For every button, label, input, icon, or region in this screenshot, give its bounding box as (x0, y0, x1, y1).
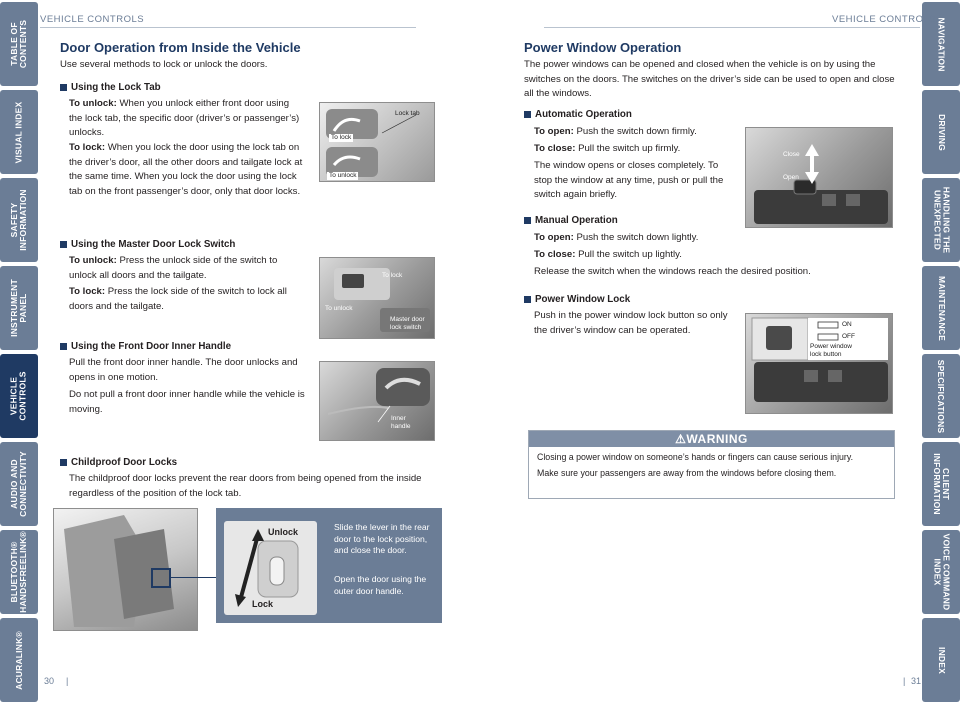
bullet-square-icon (60, 241, 67, 248)
master-switch-label: Master door lock switch (390, 316, 425, 331)
to-lock-label: To lock (382, 272, 403, 279)
running-head-left: VEHICLE CONTROLS (40, 14, 145, 25)
lock-tab-label: Lock tab (395, 110, 420, 117)
inner-handle-illustration (319, 361, 435, 441)
bullet-square-icon (524, 296, 531, 303)
section-heading-childproof: Childproof Door Locks (60, 457, 177, 468)
left-chapter-tabs (0, 0, 38, 703)
manual-close-text: To close: Pull the switch up lightly. (534, 249, 682, 260)
bullet-square-icon (524, 217, 531, 224)
on-label: ON (842, 321, 852, 328)
tab-bluetooth-handsfreelink[interactable]: BLUETOOTH® HANDSFREELINK® (0, 530, 38, 614)
lock-tab-unlock-text: To unlock: When you unlock either front door using the lock tab, the specific door (driver’s or passenger’s) unlocks. (69, 98, 300, 138)
off-label: OFF (842, 333, 855, 340)
window-lock-drawing (746, 314, 893, 414)
tab-acuralink[interactable]: ACURALINK® (0, 618, 38, 702)
warning-triangle-icon: ⚠ (675, 432, 687, 446)
inner-handle-drawing (320, 362, 435, 441)
auto-window-switch-illustration (745, 127, 893, 228)
page-number-separator-right: | (903, 676, 906, 686)
warning-text-2: Make sure your passengers are away from the windows before closing them. (537, 468, 837, 478)
tab-specifications[interactable]: SPECIFICATIONS (922, 354, 960, 438)
manual-open-text: To open: Push the switch down lightly. (534, 232, 699, 243)
right-chapter-tabs (922, 0, 960, 703)
lock-tab-lock-text: To lock: When you lock the door using the lock tab on the driver’s door, all the other doors and tailgate lock at the same time. When you lock the door using the lock tab on the front passenger’s door, only that door locks. (69, 142, 303, 197)
lock-tab-illustration (319, 102, 435, 182)
to-unlock-label: To unlock (329, 172, 357, 179)
page-number-separator-left: | (66, 676, 69, 686)
tab-maintenance[interactable]: MAINTENANCE (922, 266, 960, 350)
window-lock-illustration (745, 313, 893, 414)
tab-client-information[interactable]: CLIENT INFORMATION (922, 442, 960, 526)
bullet-square-icon (60, 343, 67, 350)
tab-instrument-panel[interactable]: INSTRUMENT PANEL (0, 266, 38, 350)
page-number-left: 30 (44, 676, 55, 686)
to-unlock-label: To unlock (325, 305, 353, 312)
bullet-square-icon (60, 459, 67, 466)
tab-visual-index[interactable]: VISUAL INDEX (0, 90, 38, 174)
tab-handling-unexpected[interactable]: HANDLING THE UNEXPECTED (922, 178, 960, 262)
running-head-right: VEHICLE CONTROLS (832, 14, 937, 25)
master-unlock-text: To unlock: Press the unlock side of the switch to unlock all doors and the tailgate. (69, 255, 278, 281)
open-label: Open (783, 174, 799, 181)
inner-handle-text-2: Do not pull a front door inner handle while the vehicle is moving. (69, 389, 305, 415)
to-lock-label: To lock (331, 134, 352, 141)
section-heading-window-lock: Power Window Lock (524, 294, 630, 305)
rear-door-drawing (54, 509, 198, 631)
warning-box (528, 430, 895, 499)
tab-index[interactable]: INDEX (922, 618, 960, 702)
manual-description: Release the switch when the windows reach the desired position. (534, 266, 811, 277)
inner-handle-label: Inner handle (391, 415, 411, 430)
auto-description: The window opens or closes completely. To stop the window at any time, push or pull the switch again briefly. (534, 160, 724, 200)
callout-connector-line (170, 577, 216, 578)
tab-navigation[interactable]: NAVIGATION (922, 2, 960, 86)
intro-text: Use several methods to lock or unlock the doors. (60, 59, 268, 70)
auto-close-text: To close: Pull the switch up firmly. (534, 143, 681, 154)
master-switch-illustration (319, 257, 435, 339)
warning-header: ⚠WARNING (529, 431, 894, 447)
tab-safety-information[interactable]: SAFETY INFORMATION (0, 178, 38, 262)
tab-driving[interactable]: DRIVING (922, 90, 960, 174)
inner-handle-text-1: Pull the front door inner handle. The door unlocks and opens in one motion. (69, 357, 298, 383)
section-heading-lock-tab: Using the Lock Tab (60, 82, 161, 93)
power-window-intro: The power windows can be opened and closed when the vehicle is on by using the switches on the doors. The switches on the driver’s side can be used to open and close all the windows. (524, 59, 895, 99)
tab-table-of-contents[interactable]: TABLE OF CONTENTS (0, 2, 38, 86)
section-heading-automatic: Automatic Operation (524, 109, 632, 120)
head-rule-left (40, 27, 416, 28)
section-heading-inner-handle: Using the Front Door Inner Handle (60, 341, 231, 352)
warning-text-1: Closing a power window on someone’s hands or fingers can cause serious injury. (537, 452, 854, 462)
head-rule-right (544, 27, 920, 28)
page-title-power-window: Power Window Operation (524, 40, 682, 55)
lock-button-label: Power window lock button (810, 343, 852, 358)
bullet-square-icon (60, 84, 67, 91)
bullet-square-icon (524, 111, 531, 118)
childproof-text: The childproof door locks prevent the rear doors from being opened from the inside regardless of the position of the lock tab. (69, 473, 422, 499)
tab-voice-command-index[interactable]: VOICE COMMAND INDEX (922, 530, 960, 614)
childproof-instruction-2: Open the door using the outer door handle. (334, 574, 427, 596)
section-heading-master-switch: Using the Master Door Lock Switch (60, 239, 235, 250)
window-lock-text: Push in the power window lock button so only the driver’s window can be operated. (534, 310, 728, 336)
childproof-lever-illustration (224, 521, 317, 615)
page-number-right: 31 (911, 676, 922, 686)
rear-door-illustration (53, 508, 198, 631)
close-label: Close (783, 151, 800, 158)
childproof-callout-box (216, 508, 442, 623)
tab-vehicle-controls[interactable]: VEHICLE CONTROLS (0, 354, 38, 438)
lock-label: Lock (252, 599, 274, 609)
master-lock-text: To lock: Press the lock side of the switch to lock all doors and the tailgate. (69, 286, 287, 312)
childproof-instruction-1: Slide the lever in the rear door to the lock position, and close the door. (334, 522, 430, 555)
auto-open-text: To open: Push the switch down firmly. (534, 126, 697, 137)
unlock-label: Unlock (268, 527, 299, 537)
section-heading-manual: Manual Operation (524, 215, 618, 226)
tab-audio-connectivity[interactable]: AUDIO AND CONNECTIVITY (0, 442, 38, 526)
page-title-door-operation: Door Operation from Inside the Vehicle (60, 40, 301, 55)
window-switch-drawing (746, 128, 893, 228)
